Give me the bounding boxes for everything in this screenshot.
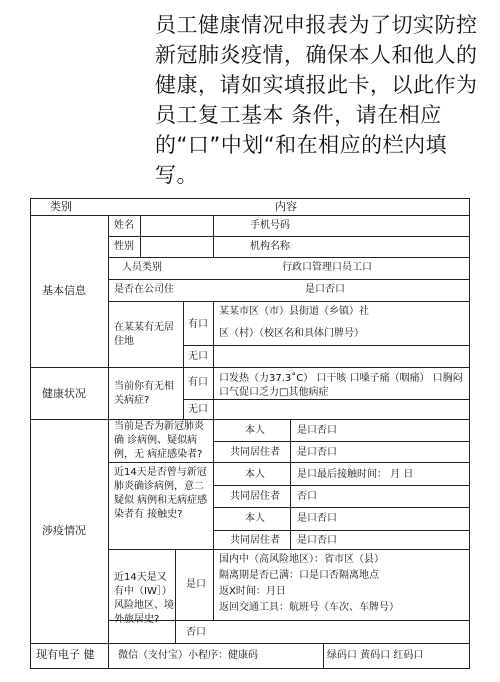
header-category: 类别 <box>50 200 72 213</box>
cohabitant-diagnosis-options[interactable]: 是口否口 <box>297 447 337 458</box>
label-gender: 性别 <box>114 241 134 252</box>
residence-no-option[interactable]: 无口 <box>188 351 208 362</box>
intro-paragraph: 员工健康情况申报表为了切实防控新冠肺炎疫情，确保本人和他人的健康，请如实填报此卡，以此作为员工复工基本 条件，请在相应的“口”中划“和在相应的栏内填写。 <box>155 13 478 187</box>
label-cohabitant-3: 共同居住者 <box>230 535 280 546</box>
travel-no-option[interactable]: 否口 <box>186 627 206 638</box>
label-cohabitant-2: 共同居住者 <box>230 491 280 502</box>
label-org: 机构名称 <box>250 241 290 252</box>
label-cohabitant-1: 共同居住者 <box>230 447 280 458</box>
label-staff-type: 人员类别 <box>122 262 162 273</box>
label-residence: 在某某有无居 住地 <box>114 322 174 347</box>
section-health-code: 现有电子 健 <box>36 648 95 661</box>
staff-type-options[interactable]: 行政口管理口员工口 <box>282 262 372 273</box>
address-line-2: 区（村）（校区名和具体门牌号） <box>219 328 364 339</box>
cohabitant-contact-options-2[interactable]: 是口否口 <box>297 535 337 546</box>
travel-detail-1: 国内中（高风险地区）：省市区（县） <box>219 554 384 565</box>
label-phone: 手机号码 <box>250 220 290 231</box>
travel-detail-2: 隔离期是否已满：口是口否隔离地点 <box>219 570 379 581</box>
label-self-3: 本人 <box>245 513 265 524</box>
label-contact-question: 近14天是否曾与新冠 肺炎确诊病例，意二疑似 病例和无病症感染者有 接触史? <box>114 467 208 520</box>
in-company-options[interactable]: 是口否口 <box>305 284 345 295</box>
label-self-1: 本人 <box>245 425 265 436</box>
health-code-source: 微信（支付宝）小程序：健康码 <box>118 650 258 661</box>
section-basic-info: 基本信息 <box>42 284 86 297</box>
label-in-company: 是否在公司住 <box>114 284 174 295</box>
label-travel-question: 近14天是又 有中（IW］）风险地区、境外旅居史? <box>114 572 174 625</box>
residence-yes-option[interactable]: 有口 <box>188 319 208 330</box>
self-diagnosis-options[interactable]: 是口否口 <box>297 425 337 436</box>
cohabitant-contact-option[interactable]: 否口 <box>297 491 317 502</box>
symptoms-no-option[interactable]: 无口 <box>188 404 208 415</box>
address-line-1: 某某市区（市）县街道（乡镇）社 <box>219 306 369 317</box>
label-diagnosis-question: 当前是否为新冠肺炎确 诊病例、疑似病例，无 病症感染者? <box>114 421 204 460</box>
travel-detail-3: 返X时间：月日 <box>219 586 286 597</box>
symptoms-yes-option[interactable]: 有口 <box>188 377 208 388</box>
travel-yes-option[interactable]: 是口 <box>186 579 206 590</box>
section-epidemic: 涉疫情况 <box>42 524 86 537</box>
self-contact-options-2[interactable]: 是口否口 <box>297 513 337 524</box>
symptom-options[interactable]: 口发热（力37.3˚C） 口干咳 口嗓子痛（咽痛） 口胸闷口气促口乏力□其他病症 <box>219 373 463 398</box>
travel-detail-4: 返回交通工具：航班号（车次、车牌号） <box>219 602 399 613</box>
label-name: 姓名 <box>114 220 134 231</box>
label-self-2: 本人 <box>245 469 265 480</box>
health-code-color-options[interactable]: 绿码口 黄码口 红码口 <box>327 650 424 661</box>
self-contact-options[interactable]: 是口最后接触时间： 月 日 <box>297 469 414 480</box>
label-symptoms-question: 当前你有无相 关病症? <box>114 381 174 406</box>
section-health: 健康状况 <box>42 387 86 400</box>
header-content: 内容 <box>275 200 297 213</box>
